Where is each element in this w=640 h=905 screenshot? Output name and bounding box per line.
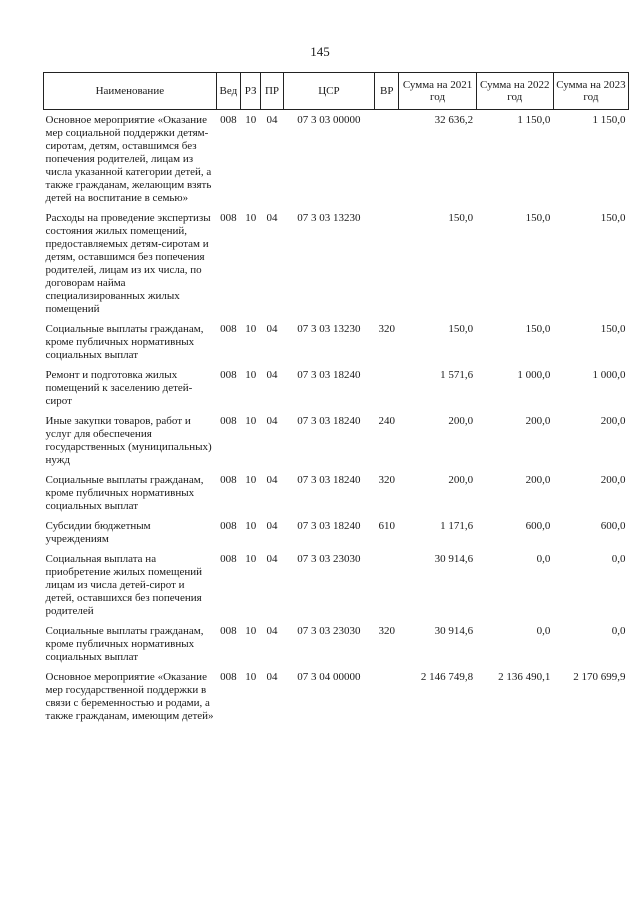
row-pr: 04 — [266, 553, 278, 565]
row-sum-2021: 32 636,2 — [434, 114, 474, 126]
row-rz: 10 — [245, 212, 257, 224]
row-ved: 008 — [220, 323, 237, 335]
row-sum-2022: 150,0 — [525, 323, 551, 335]
row-sum-2021: 200,0 — [448, 474, 474, 486]
row-name: Социальные выплаты гражданам, кроме публичных нормативных социальных выплат — [45, 474, 204, 512]
row-rz: 10 — [245, 114, 257, 126]
row-sum-2023: 150,0 — [600, 212, 626, 224]
row-sum-2021: 1 571,6 — [440, 369, 474, 381]
row-rz: 10 — [245, 520, 257, 532]
table-row — [44, 516, 629, 549]
row-rz: 10 — [245, 415, 257, 427]
row-vr — [375, 365, 399, 411]
row-name: Расходы на проведение экспертизы состояния жилых помещений, предоставляемых детям-сиротам и детям, оставшимся без попечения родителей, лицам из их числа, по договорам найма специализированных жилых помещений — [45, 212, 211, 315]
row-csr: 07 3 03 23030 — [297, 625, 361, 637]
row-ved: 008 — [220, 369, 237, 381]
row-sum-2021: 150,0 — [448, 323, 474, 335]
row-name: Основное мероприятие «Оказание мер социальной поддержки детям-сиротам, детям, оставшимся без попечения родителей, лицам из числа указанной категории детей, а также гражданам, желающим взять детей на воспитание в семью» — [45, 114, 212, 204]
row-ved: 008 — [220, 212, 237, 224]
row-vr: 610 — [378, 520, 396, 532]
row-sum-2021: 150,0 — [448, 212, 474, 224]
header-name: Наименование — [44, 73, 217, 110]
row-rz: 10 — [245, 474, 257, 486]
table-row — [44, 621, 629, 667]
header-vr: ВР — [375, 73, 399, 110]
row-ved: 008 — [220, 625, 237, 637]
row-csr: 07 3 03 13230 — [297, 323, 361, 335]
table-row — [44, 470, 629, 516]
row-sum-2022: 200,0 — [525, 474, 551, 486]
row-pr: 04 — [266, 415, 278, 427]
row-pr: 04 — [266, 671, 278, 683]
row-csr: 07 3 03 18240 — [297, 474, 361, 486]
table-row — [44, 365, 629, 411]
row-sum-2022: 1 000,0 — [517, 369, 551, 381]
table-row — [44, 667, 629, 726]
row-vr — [375, 110, 399, 209]
row-pr: 04 — [266, 323, 278, 335]
row-rz: 10 — [245, 671, 257, 683]
table-row — [44, 411, 629, 470]
row-rz: 10 — [245, 553, 257, 565]
table-body — [44, 110, 629, 727]
row-pr: 04 — [266, 474, 278, 486]
row-sum-2022: 600,0 — [525, 520, 551, 532]
row-csr: 07 3 03 18240 — [297, 520, 361, 532]
row-sum-2021: 30 914,6 — [434, 553, 474, 565]
header-pr: ПР — [261, 73, 283, 110]
row-sum-2023: 1 150,0 — [592, 114, 626, 126]
row-sum-2022: 0,0 — [536, 553, 551, 565]
row-vr — [375, 208, 399, 319]
row-vr — [375, 667, 399, 726]
row-csr: 07 3 03 18240 — [297, 415, 361, 427]
row-name: Иные закупки товаров, работ и услуг для обеспечения государственных (муниципальных) нужд — [45, 415, 212, 466]
row-sum-2023: 200,0 — [600, 474, 626, 486]
row-pr: 04 — [266, 114, 278, 126]
table-row — [44, 319, 629, 365]
row-ved: 008 — [220, 671, 237, 683]
row-name: Субсидии бюджетным учреждениям — [45, 520, 151, 545]
row-sum-2022: 0,0 — [536, 625, 551, 637]
table-row — [44, 549, 629, 621]
table-header — [44, 73, 629, 110]
header-rz: РЗ — [241, 73, 261, 110]
row-pr: 04 — [266, 520, 278, 532]
row-csr: 07 3 03 23030 — [297, 553, 361, 565]
row-sum-2023: 1 000,0 — [592, 369, 626, 381]
row-sum-2022: 2 136 490,1 — [498, 671, 551, 683]
row-ved: 008 — [220, 114, 237, 126]
row-sum-2021: 1 171,6 — [440, 520, 474, 532]
row-name: Социальные выплаты гражданам, кроме публичных нормативных социальных выплат — [45, 323, 204, 361]
row-pr: 04 — [266, 625, 278, 637]
row-sum-2021: 30 914,6 — [434, 625, 474, 637]
row-sum-2023: 200,0 — [600, 415, 626, 427]
budget-table — [43, 72, 629, 726]
row-vr: 320 — [378, 474, 396, 486]
row-csr: 07 3 04 00000 — [297, 671, 361, 683]
row-ved: 008 — [220, 520, 237, 532]
row-sum-2023: 0,0 — [611, 553, 626, 565]
row-vr: 240 — [378, 415, 396, 427]
row-sum-2023: 0,0 — [611, 625, 626, 637]
row-name: Ремонт и подготовка жилых помещений к заселению детей-сирот — [45, 369, 193, 407]
row-sum-2022: 200,0 — [525, 415, 551, 427]
row-csr: 07 3 03 18240 — [297, 369, 361, 381]
page-number: 145 — [310, 44, 330, 59]
row-sum-2021: 2 146 749,8 — [420, 671, 474, 683]
row-name: Социальная выплата на приобретение жилых помещений лицам из числа детей-сирот и детей, оставшихся без попечения родителей — [45, 553, 202, 617]
table-row — [44, 110, 629, 209]
row-vr — [375, 549, 399, 621]
row-ved: 008 — [220, 415, 237, 427]
row-sum-2022: 1 150,0 — [517, 114, 551, 126]
row-rz: 10 — [245, 625, 257, 637]
row-csr: 07 3 03 00000 — [297, 114, 361, 126]
row-name: Основное мероприятие «Оказание мер государственной поддержки в связи с беременностью и родами, а также гражданам, имеющим детей» — [45, 671, 214, 722]
row-sum-2023: 600,0 — [600, 520, 626, 532]
table-row — [44, 208, 629, 319]
row-name: Социальные выплаты гражданам, кроме публичных нормативных социальных выплат — [45, 625, 204, 663]
header-sum-2022: Сумма на 2022 год — [476, 73, 553, 110]
row-vr: 320 — [378, 625, 396, 637]
row-rz: 10 — [245, 323, 257, 335]
row-pr: 04 — [266, 212, 278, 224]
row-ved: 008 — [220, 474, 237, 486]
header-sum-2021: Сумма на 2021 год — [399, 73, 476, 110]
header-csr: ЦСР — [283, 73, 374, 110]
row-sum-2021: 200,0 — [448, 415, 474, 427]
row-rz: 10 — [245, 369, 257, 381]
header-sum-2023: Сумма на 2023 год — [553, 73, 628, 110]
row-csr: 07 3 03 13230 — [297, 212, 361, 224]
row-ved: 008 — [220, 553, 237, 565]
row-sum-2022: 150,0 — [525, 212, 551, 224]
header-ved: Вед — [216, 73, 240, 110]
row-vr: 320 — [378, 323, 396, 335]
row-sum-2023: 150,0 — [600, 323, 626, 335]
row-sum-2023: 2 170 699,9 — [573, 671, 626, 683]
row-pr: 04 — [266, 369, 278, 381]
